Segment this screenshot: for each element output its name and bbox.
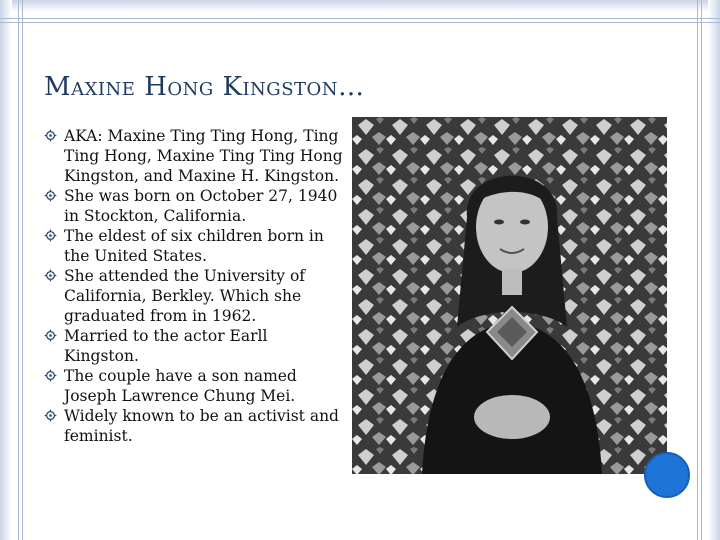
bullet-text: She attended the University of California, Berkley. Which she graduated from in 1962.: [64, 267, 306, 325]
bullet-item: [44, 186, 344, 226]
bullet-list: [44, 126, 344, 446]
gear-bullet-icon: [44, 189, 57, 202]
gear-bullet-icon: [44, 369, 57, 382]
frame-rule-right-1: [697, 0, 698, 540]
accent-circle: [644, 452, 690, 498]
bullet-item: [44, 266, 344, 326]
gear-bullet-icon: [44, 329, 57, 342]
bullet-item: [44, 226, 344, 266]
bullet-item: [44, 326, 344, 366]
gear-bullet-icon: [44, 409, 57, 422]
frame-rule-top-1: [0, 18, 720, 19]
gear-bullet-icon: [44, 129, 57, 142]
portrait-photo: [352, 117, 667, 474]
frame-rule-left-2: [22, 0, 23, 540]
frame-rule-right-2: [701, 0, 702, 540]
frame-rule-top-2: [0, 22, 720, 23]
bullet-text: The couple have a son named Joseph Lawrence Chung Mei.: [64, 367, 297, 405]
bullet-text: AKA: Maxine Ting Ting Hong, Ting Ting Hong, Maxine Ting Ting Hong Kingston, and Maxine H. Kingston.: [64, 127, 343, 185]
bullet-text: The eldest of six children born in the United States.: [64, 227, 324, 265]
gear-bullet-icon: [44, 269, 57, 282]
bullet-item: [44, 366, 344, 406]
slide-frame-top: [0, 0, 720, 12]
slide-frame-right: [708, 0, 720, 540]
slide-frame-left: [0, 0, 12, 540]
portrait-illustration: [352, 117, 667, 474]
bullet-text: Widely known to be an activist and feminist.: [64, 407, 339, 445]
frame-rule-left-1: [18, 0, 19, 540]
bullet-text: She was born on October 27, 1940 in Stockton, California.: [64, 187, 338, 225]
slide-title: Maxine Hong Kingston…: [44, 72, 365, 102]
bullet-item: [44, 126, 344, 186]
gear-bullet-icon: [44, 229, 57, 242]
bullet-item: [44, 406, 344, 446]
bullet-text: Married to the actor Earll Kingston.: [64, 327, 268, 365]
